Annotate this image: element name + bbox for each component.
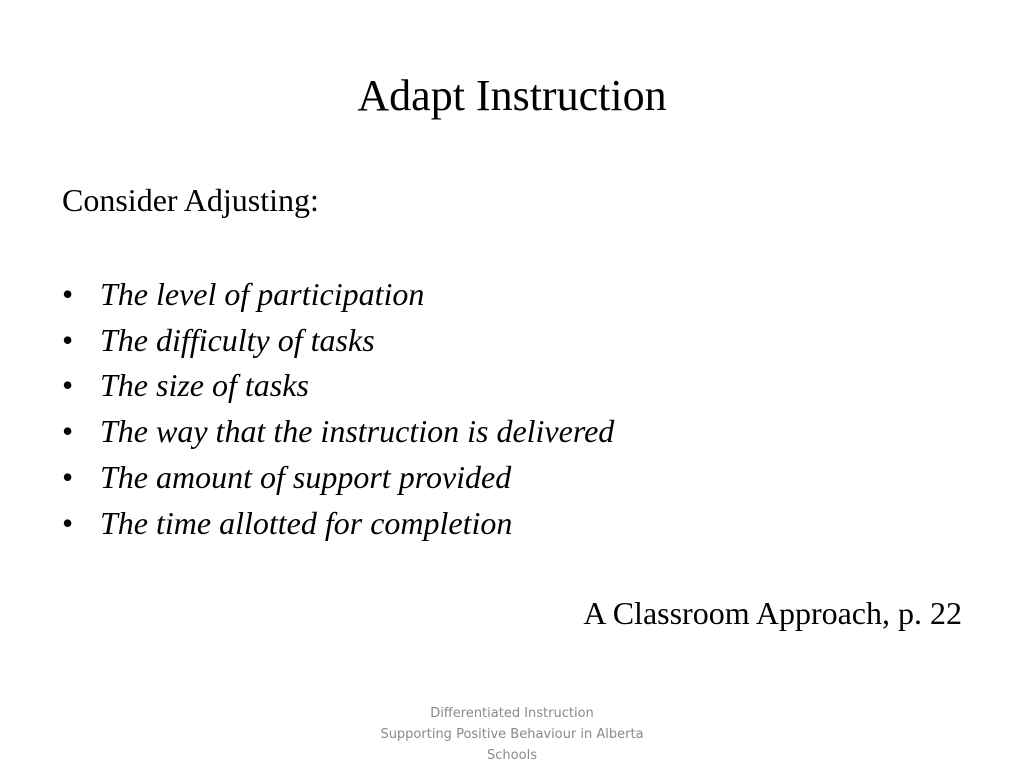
list-item (62, 455, 614, 501)
list-item (62, 501, 614, 547)
slide-footer (362, 703, 662, 766)
bullet-text: The way that the instruction is delivered (100, 413, 615, 450)
bullet-icon: • (62, 276, 74, 312)
list-item (62, 363, 614, 409)
list-item (62, 409, 614, 455)
bullet-list (62, 272, 614, 546)
bullet-icon: • (62, 321, 74, 358)
bullet-text: The amount of support provided (100, 458, 512, 495)
list-item (62, 318, 614, 364)
bullet-icon: • (62, 504, 74, 541)
bullet-text: The level of participation (100, 276, 425, 312)
bullet-icon: • (62, 458, 74, 495)
bullet-icon: • (62, 413, 74, 450)
bullet-text: The size of tasks (100, 367, 309, 404)
footer-line: Supporting Positive Behaviour in Alberta (380, 727, 644, 742)
list-item (62, 272, 614, 318)
footer-line: Differentiated Instruction (430, 706, 594, 721)
bullet-icon: • (62, 367, 74, 404)
slide-title: Adapt Instruction (357, 71, 667, 120)
citation: A Classroom Approach, p. 22 (583, 595, 962, 631)
bullet-text: The difficulty of tasks (100, 321, 375, 358)
footer-line: Schools (487, 748, 537, 763)
intro-text: Consider Adjusting: (62, 182, 319, 218)
bullet-text: The time allotted for completion (100, 504, 513, 541)
